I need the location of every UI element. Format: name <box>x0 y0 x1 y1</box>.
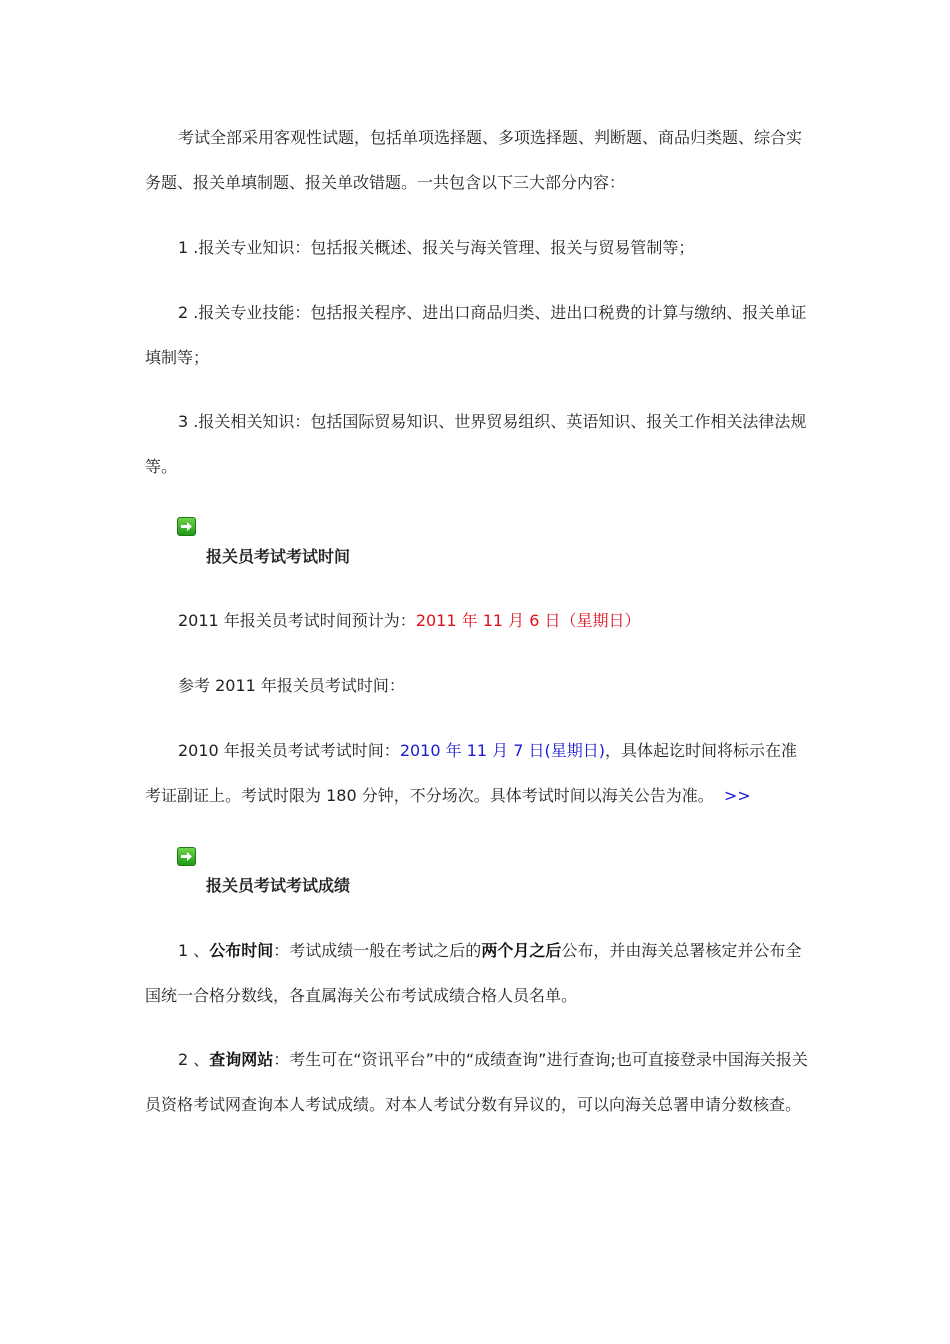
list-item: 2 .报关专业技能：包括报关程序、进出口商品归类、进出口税费的计算与缴纳、报关单证填制等； <box>145 303 807 367</box>
exam-time-2011 <box>145 598 810 643</box>
intro-paragraph: 考试全部采用客观性试题，包括单项选择题、多项选择题、判断题、商品归类题、综合实务题、报关单填制题、报关单改错题。一共包含以下三大部分内容： <box>145 128 803 192</box>
exam-time-2010-label: 2010 年报关员考试考试时间： <box>178 741 400 760</box>
arrow-right-icon <box>177 847 196 866</box>
score-item-text: 公布，并由海关总署核定并公布全国统一合格分数线，各直属海关公布考试成绩合格人员名单。 <box>145 941 802 1005</box>
score-item-text: ：考试成绩一般在考试之后的 <box>273 941 482 960</box>
reference-time-label: 参考 2011 年报关员考试时间： <box>178 676 405 695</box>
arrow-right-icon <box>177 517 196 536</box>
list-item: 1 .报关专业知识：包括报关概述、报关与海关管理、报关与贸易管制等； <box>178 238 695 257</box>
exam-date-2011: 2011 年 11 月 6 日（星期日） <box>415 611 641 630</box>
score-query-item <box>145 1037 810 1127</box>
score-item-emphasis: 两个月之后 <box>481 941 562 960</box>
exam-date-2010: 2010 年 11 月 7 日(星期日) <box>399 741 605 760</box>
section-heading-score: 报关员考试考试成绩 <box>206 876 351 895</box>
score-publish-item <box>145 928 810 1018</box>
exam-time-2010 <box>145 728 810 818</box>
exam-time-2010-detail: ，具体起讫时间将标示在准考证副证上。考试时限为 180 分钟，不分场次。具体考试时间以海关公告为准。 <box>145 741 798 805</box>
list-item: 3 .报关相关知识：包括国际贸易知识、世界贸易组织、英语知识、报关工作相关法律法规等。 <box>145 412 807 476</box>
score-item-number: 2 、 <box>178 1050 210 1069</box>
score-item-number: 1 、 <box>178 941 210 960</box>
more-link[interactable]: >> <box>723 786 751 805</box>
score-item-label: 查询网站 <box>209 1050 274 1069</box>
score-item-text: ：考生可在“资讯平台”中的“成绩查询”进行查询;也可直接登录中国海关报关员资格考试网查询本人考试成绩。对本人考试分数有异议的，可以向海关总署申请分数核查。 <box>145 1050 808 1114</box>
exam-time-2011-label: 2011 年报关员考试时间预计为： <box>178 611 416 630</box>
section-heading-time: 报关员考试考试时间 <box>206 547 351 566</box>
score-item-label: 公布时间 <box>209 941 274 960</box>
